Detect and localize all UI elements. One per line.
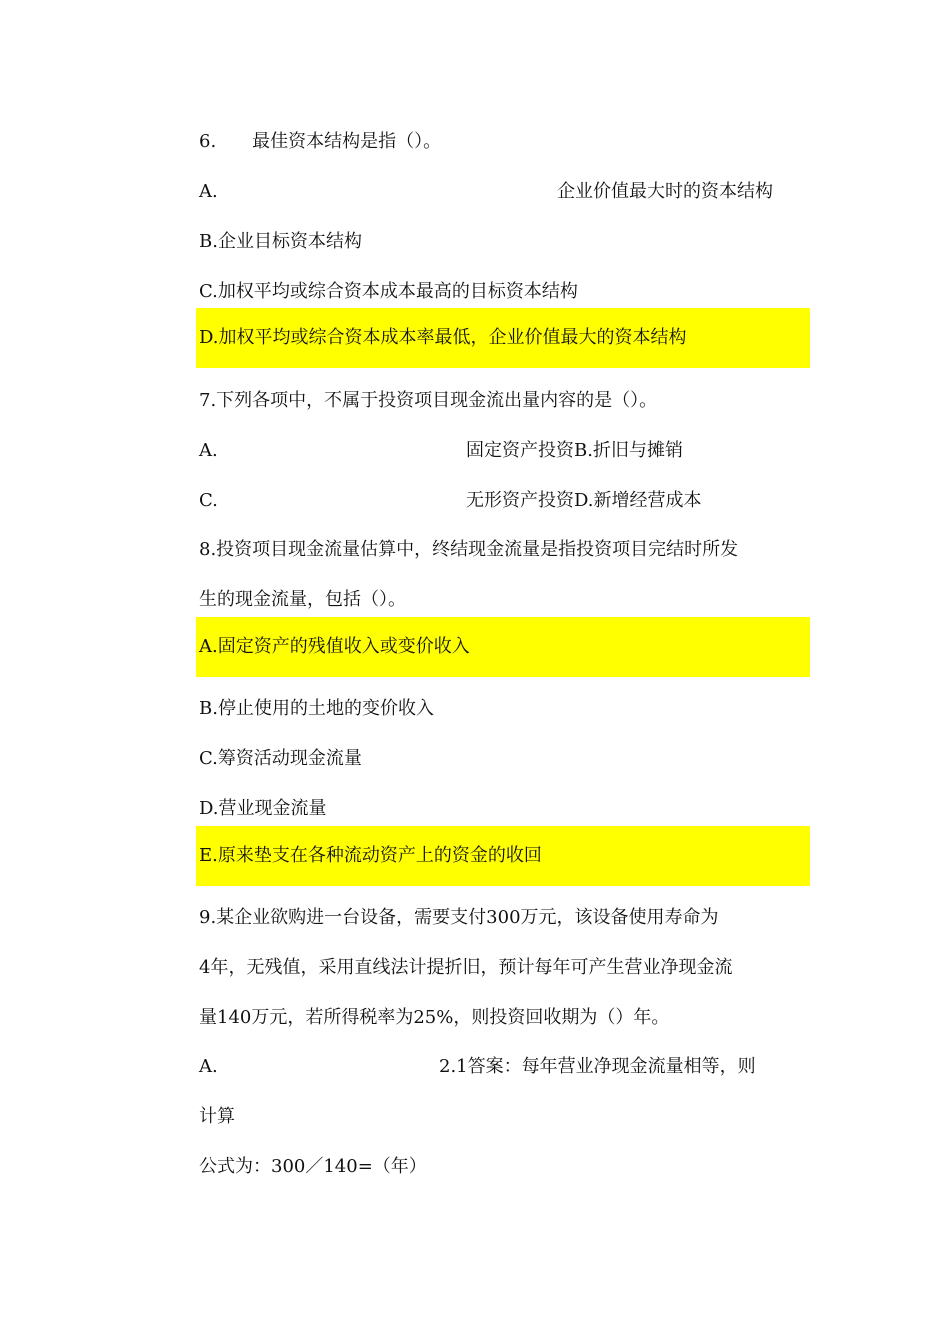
- q8-option-e: E.原来垫支在各种流动资产上的资金的收回: [199, 845, 542, 866]
- q9-option-a-label: A.: [199, 1056, 218, 1077]
- q7-option-c-text: 无形资产投资D.新增经营成本: [466, 490, 702, 511]
- q6-option-d-highlight: [196, 308, 810, 368]
- q6-option-c: C.加权平均或综合资本成本最高的目标资本结构: [199, 281, 578, 302]
- q9-stem-line2: 4年，无残值，采用直线法计提折旧，预计每年可产生营业净现金流: [199, 957, 733, 978]
- q9-stem-line1: 9.某企业欲购进一台设备，需要支付300万元，该设备使用寿命为: [199, 907, 719, 928]
- q7-option-a: [199, 436, 809, 466]
- q8-stem-line1: 8.投资项目现金流量估算中，终结现金流量是指投资项目完结时所发: [199, 539, 739, 560]
- q6-option-b: B.企业目标资本结构: [199, 231, 362, 252]
- q8-option-e-highlight: [196, 826, 810, 886]
- q8-stem-line2: 生的现金流量，包括（）。: [199, 589, 406, 610]
- q9-option-a-text: 2.1答案：每年营业净现金流量相等，则: [439, 1056, 756, 1077]
- q9-stem-line3: 量140万元，若所得税率为25%，则投资回收期为（）年。: [199, 1007, 670, 1028]
- q9-option-a: [199, 1052, 809, 1082]
- q6-stem: 6. 最佳资本结构是指（）。: [199, 131, 442, 152]
- q6-option-a: [199, 177, 809, 207]
- q7-option-c: [199, 486, 809, 516]
- q9-formula: 公式为：300／140=（年）: [199, 1156, 427, 1177]
- q6-option-a-label: A.: [199, 181, 218, 202]
- q7-stem: 7.下列各项中，不属于投资项目现金流出量内容的是（）。: [199, 390, 658, 411]
- q6-option-d: D.加权平均或综合资本成本率最低，企业价值最大的资本结构: [199, 327, 687, 348]
- q8-option-a: A.固定资产的残值收入或变价收入: [199, 636, 470, 657]
- q8-option-d: D.营业现金流量: [199, 798, 327, 819]
- q7-option-a-label: A.: [199, 440, 218, 461]
- q6-option-a-text: 企业价值最大时的资本结构: [557, 181, 773, 202]
- q8-option-c: C.筹资活动现金流量: [199, 748, 362, 769]
- q7-option-c-label: C.: [199, 490, 218, 511]
- q8-option-a-highlight: [196, 617, 810, 677]
- q8-option-b: B.停止使用的土地的变价收入: [199, 698, 434, 719]
- q7-option-a-text: 固定资产投资B.折旧与摊销: [466, 440, 683, 461]
- q9-continuation: 计算: [199, 1106, 235, 1127]
